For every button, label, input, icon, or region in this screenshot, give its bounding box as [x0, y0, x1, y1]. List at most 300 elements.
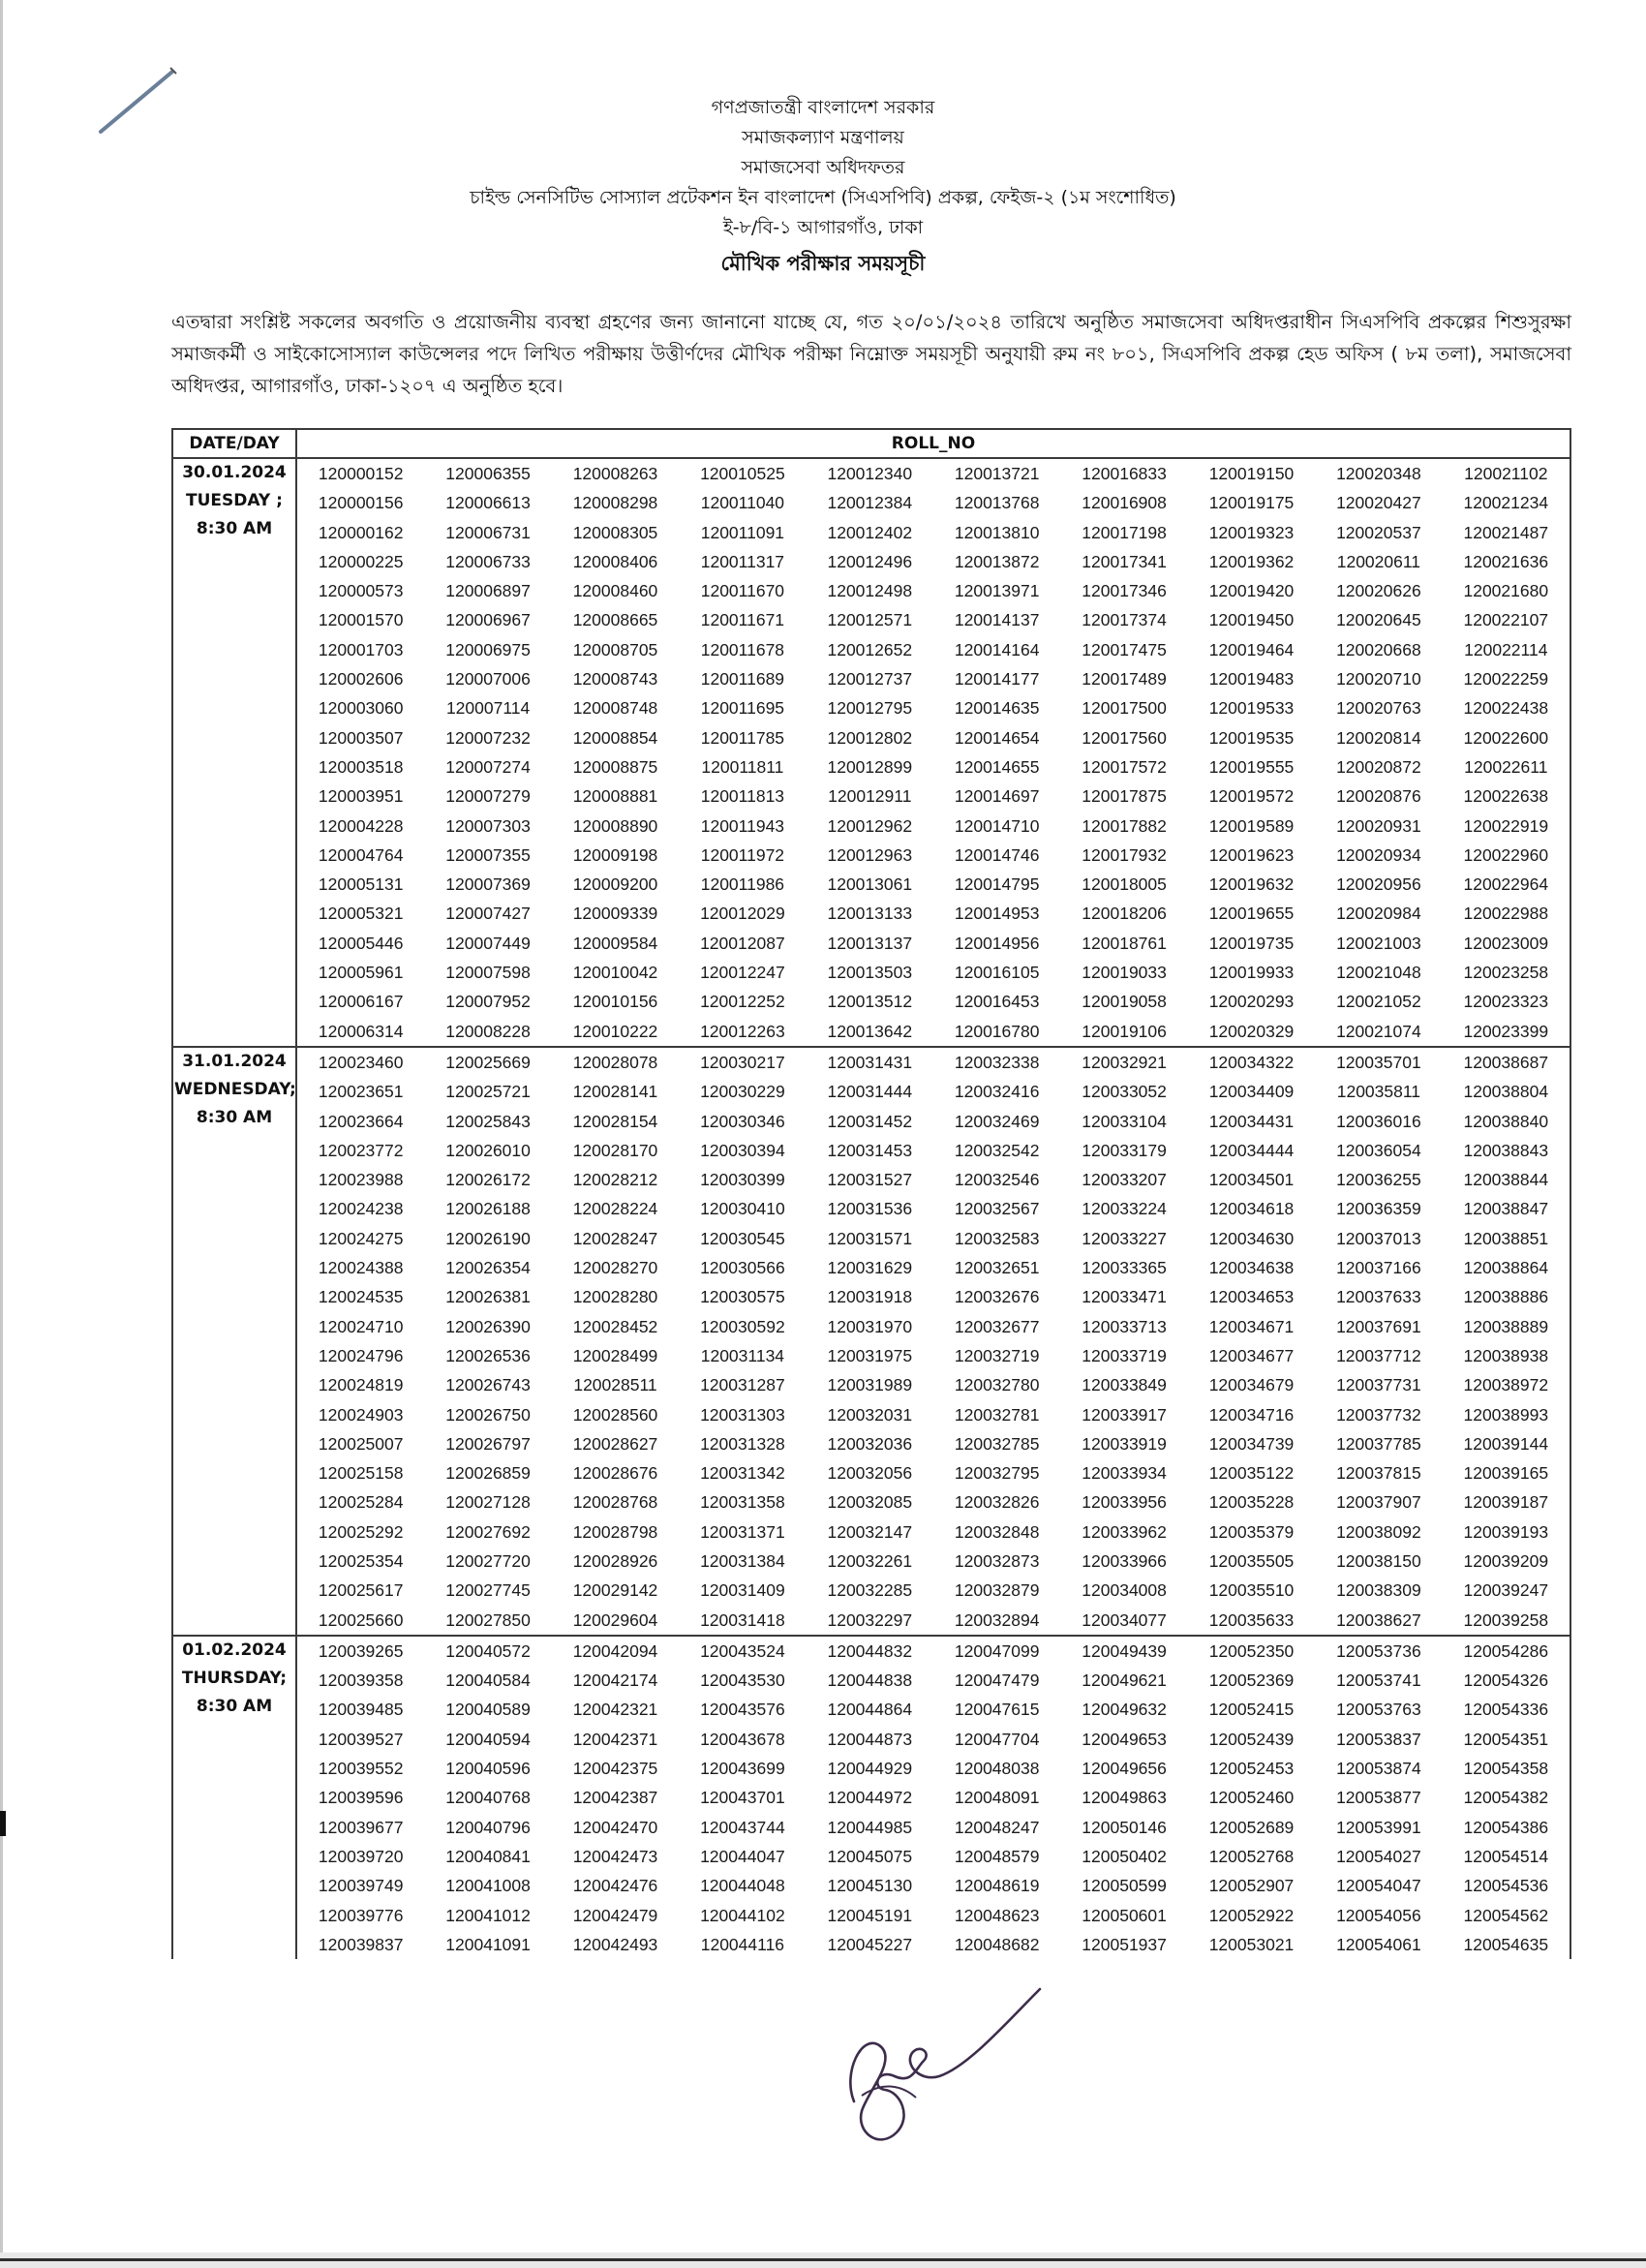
roll-number: 120039209	[1463, 1550, 1549, 1571]
roll-number: 120003518	[318, 756, 404, 777]
roll-number: 120031342	[700, 1463, 785, 1484]
roll-number: 120038938	[1463, 1345, 1549, 1365]
roll-number: 120030399	[700, 1170, 785, 1190]
roll-number: 120049439	[1082, 1640, 1167, 1661]
roll-number: 120013810	[954, 522, 1040, 542]
roll-number: 120012029	[700, 904, 785, 924]
roll-number: 120031431	[827, 1052, 913, 1072]
roll-number: 120037815	[1336, 1463, 1421, 1484]
roll-number: 120033719	[1082, 1345, 1167, 1365]
roll-number: 120040584	[445, 1670, 531, 1691]
roll-number: 120028926	[572, 1550, 658, 1571]
roll-number: 120013503	[827, 963, 913, 983]
roll-number: 120007427	[445, 904, 531, 924]
roll-number: 120025843	[445, 1111, 531, 1131]
roll-number: 120045227	[827, 1934, 913, 1954]
roll-number: 120030394	[700, 1140, 785, 1160]
roll-number: 120022919	[1463, 815, 1549, 836]
roll-number: 120048247	[954, 1817, 1040, 1837]
roll-number: 120042174	[572, 1670, 658, 1691]
roll-number: 120017882	[1082, 815, 1167, 836]
roll-number: 120011040	[700, 493, 785, 513]
roll-number: 120037731	[1336, 1375, 1421, 1395]
roll-number: 120017475	[1082, 639, 1167, 659]
roll-number: 120025721	[445, 1082, 531, 1102]
roll-number: 120019632	[1208, 874, 1295, 895]
roll-number: 120020329	[1208, 1021, 1295, 1041]
roll-number: 120039749	[318, 1876, 404, 1896]
roll-number: 120027720	[445, 1550, 531, 1571]
roll-number: 120035505	[1208, 1550, 1295, 1571]
roll-number: 120038150	[1336, 1550, 1421, 1571]
roll-number: 120054358	[1463, 1759, 1549, 1779]
roll-number: 120034671	[1208, 1316, 1295, 1336]
roll-number: 120047099	[954, 1640, 1040, 1661]
roll-number: 120053874	[1336, 1759, 1421, 1779]
roll-numbers-cell	[296, 458, 1570, 1047]
roll-numbers-cell	[296, 1636, 1570, 1959]
roll-number: 120032921	[1082, 1052, 1167, 1072]
roll-number: 120032785	[954, 1433, 1040, 1454]
roll-number: 120031358	[700, 1492, 785, 1513]
roll-number: 120012087	[700, 933, 785, 953]
roll-number: 120008881	[572, 786, 658, 807]
roll-number: 120028627	[572, 1433, 658, 1454]
roll-number: 120033207	[1082, 1170, 1167, 1190]
roll-number: 120037166	[1336, 1258, 1421, 1278]
roll-number: 120038687	[1463, 1052, 1549, 1072]
roll-number: 120054386	[1463, 1817, 1549, 1837]
roll-number: 120011689	[700, 669, 785, 690]
roll-number: 120008705	[572, 639, 658, 659]
roll-no-header: ROLL_NO	[296, 429, 1570, 458]
roll-number: 120032338	[954, 1052, 1040, 1072]
roll-number: 120008854	[572, 727, 658, 748]
roll-number: 120036016	[1336, 1111, 1421, 1131]
roll-number: 120012571	[827, 610, 913, 630]
roll-number: 120034716	[1208, 1404, 1295, 1425]
roll-number: 120019735	[1208, 933, 1295, 953]
roll-number: 120039527	[318, 1729, 404, 1749]
roll-number: 120028141	[572, 1082, 658, 1102]
roll-number: 120011986	[700, 874, 785, 895]
roll-number: 120040768	[445, 1788, 531, 1808]
roll-number: 120038843	[1463, 1140, 1549, 1160]
roll-number: 120005961	[318, 963, 404, 983]
roll-number: 120018206	[1082, 904, 1167, 924]
roll-number: 120006975	[445, 639, 531, 659]
roll-number: 120012795	[827, 698, 913, 719]
roll-number: 120033471	[1082, 1287, 1167, 1307]
roll-number: 120017489	[1082, 669, 1167, 690]
roll-number: 120019535	[1208, 727, 1295, 748]
roll-number: 120019933	[1208, 963, 1295, 983]
roll-number: 120031536	[827, 1199, 913, 1219]
roll-number: 120034630	[1208, 1228, 1295, 1248]
roll-number: 120035510	[1208, 1580, 1295, 1601]
roll-number: 120019572	[1208, 786, 1295, 807]
roll-number: 120013061	[827, 874, 913, 895]
roll-number: 120031384	[700, 1550, 785, 1571]
roll-number: 120032873	[954, 1550, 1040, 1571]
roll-number: 120011972	[700, 844, 785, 865]
roll-number: 120020427	[1336, 493, 1421, 513]
roll-number: 120017875	[1082, 786, 1167, 807]
roll-number: 120023651	[318, 1082, 404, 1102]
roll-number: 120040841	[445, 1846, 531, 1866]
roll-number: 120013872	[954, 551, 1040, 571]
roll-number: 120034679	[1208, 1375, 1295, 1395]
roll-number: 120019533	[1208, 698, 1295, 719]
roll-number: 120042473	[572, 1846, 658, 1866]
roll-number: 120008298	[572, 493, 658, 513]
roll-number: 120021636	[1463, 551, 1549, 571]
roll-number: 120049632	[1082, 1700, 1167, 1720]
roll-number: 120032297	[827, 1609, 913, 1630]
roll-number: 120006733	[445, 551, 531, 571]
roll-number: 120027128	[445, 1492, 531, 1513]
roll-number: 120013642	[827, 1021, 913, 1041]
roll-number: 120024238	[318, 1199, 404, 1219]
roll-number: 120012802	[827, 727, 913, 748]
roll-number: 120012340	[827, 464, 913, 483]
roll-number: 120020876	[1336, 786, 1421, 807]
scan-left-edge	[0, 0, 3, 2268]
roll-number: 120028452	[572, 1316, 658, 1336]
roll-number: 120020872	[1336, 756, 1421, 777]
roll-number: 120032567	[954, 1199, 1040, 1219]
roll-number: 120049863	[1082, 1788, 1167, 1808]
roll-number: 120043530	[700, 1670, 785, 1691]
roll-number: 120032542	[954, 1140, 1040, 1160]
roll-number: 120031409	[700, 1580, 785, 1601]
roll-number: 120006897	[445, 581, 531, 601]
roll-number: 120050599	[1082, 1876, 1167, 1896]
roll-number: 120045075	[827, 1846, 913, 1866]
signature	[823, 1976, 1055, 2160]
roll-number: 120000573	[318, 581, 404, 601]
exam-date: 31.01.2024	[182, 1051, 287, 1071]
roll-number: 120021680	[1463, 581, 1549, 601]
roll-number: 120020763	[1336, 698, 1421, 719]
roll-number: 120039187	[1463, 1492, 1549, 1513]
date-day-cell	[172, 1047, 296, 1636]
roll-number: 120012402	[827, 522, 913, 542]
roll-number: 120012899	[827, 756, 913, 777]
roll-number: 120041008	[445, 1876, 531, 1896]
roll-number: 120007598	[445, 963, 531, 983]
roll-number: 120033224	[1082, 1199, 1167, 1219]
roll-number: 120020348	[1336, 464, 1421, 483]
roll-number: 120040572	[445, 1640, 531, 1661]
roll-number: 120037013	[1336, 1228, 1421, 1248]
roll-number: 120011091	[700, 522, 785, 542]
roll-number: 120053837	[1336, 1729, 1421, 1749]
roll-number: 120020984	[1336, 904, 1421, 924]
roll-number: 120047479	[954, 1670, 1040, 1691]
roll-number: 120034638	[1208, 1258, 1295, 1278]
roll-number: 120038993	[1463, 1404, 1549, 1425]
roll-number: 120025158	[318, 1463, 404, 1484]
roll-number: 120033104	[1082, 1111, 1167, 1131]
exam-date: 01.02.2024	[182, 1640, 287, 1660]
roll-number: 120048038	[954, 1759, 1040, 1779]
roll-number: 120019106	[1082, 1021, 1167, 1041]
roll-number: 120011671	[700, 610, 785, 630]
roll-number: 120052415	[1208, 1700, 1295, 1720]
roll-number: 120034444	[1208, 1140, 1295, 1160]
roll-number: 120043524	[700, 1640, 785, 1661]
roll-number: 120039552	[318, 1759, 404, 1779]
roll-number: 120017346	[1082, 581, 1167, 601]
roll-number: 120023009	[1463, 933, 1549, 953]
roll-number: 120026536	[445, 1345, 531, 1365]
roll-number: 120034008	[1082, 1580, 1167, 1601]
roll-number: 120008748	[572, 698, 658, 719]
roll-number: 120007369	[445, 874, 531, 895]
roll-number: 120021234	[1463, 493, 1549, 513]
roll-number: 120022600	[1463, 727, 1549, 748]
roll-number: 120010156	[572, 992, 658, 1012]
roll-number: 120025669	[445, 1052, 531, 1072]
roll-number: 120007114	[445, 698, 531, 719]
roll-number: 120032031	[827, 1404, 913, 1425]
roll-number: 120008460	[572, 581, 658, 601]
roll-number: 120020956	[1336, 874, 1421, 895]
roll-number: 120032147	[827, 1521, 913, 1542]
roll-number: 120001570	[318, 610, 404, 630]
roll-number: 120044048	[700, 1876, 785, 1896]
roll-number: 120049621	[1082, 1670, 1167, 1691]
roll-number: 120026188	[445, 1199, 531, 1219]
roll-number: 120016833	[1082, 464, 1167, 483]
roll-number: 120029604	[572, 1609, 658, 1630]
roll-number: 120017572	[1082, 756, 1167, 777]
roll-number: 120006314	[318, 1021, 404, 1041]
roll-number: 120014710	[954, 815, 1040, 836]
roll-number: 120013512	[827, 992, 913, 1012]
roll-number: 120014177	[954, 669, 1040, 690]
roll-number: 120028511	[573, 1375, 657, 1395]
roll-number: 120008743	[572, 669, 658, 690]
roll-number: 120014953	[954, 904, 1040, 924]
roll-number: 120017560	[1082, 727, 1167, 748]
roll-number: 120009339	[572, 904, 658, 924]
roll-number: 120024275	[318, 1228, 404, 1248]
roll-number: 120037732	[1336, 1404, 1421, 1425]
roll-number: 120022611	[1464, 756, 1548, 777]
roll-number: 120012384	[827, 493, 913, 513]
roll-number: 120011317	[700, 551, 785, 571]
roll-number: 120009198	[572, 844, 658, 865]
roll-number: 120013137	[827, 933, 913, 953]
roll-number: 120042470	[572, 1817, 658, 1837]
roll-number: 120052350	[1208, 1640, 1295, 1661]
roll-number: 120028280	[572, 1287, 658, 1307]
roll-number: 120032781	[954, 1404, 1040, 1425]
roll-number: 120039144	[1463, 1433, 1549, 1454]
roll-number: 120014635	[954, 698, 1040, 719]
roll-number: 120052369	[1208, 1670, 1295, 1691]
roll-number: 120041091	[445, 1934, 531, 1954]
roll-number: 120040796	[445, 1817, 531, 1837]
exam-day: TUESDAY ;	[186, 491, 283, 510]
roll-number: 120023664	[318, 1111, 404, 1131]
roll-number: 120024388	[318, 1258, 404, 1278]
roll-number: 120019033	[1082, 963, 1167, 983]
roll-number: 120037712	[1336, 1345, 1421, 1365]
roll-number: 120039677	[318, 1817, 404, 1837]
roll-number: 120032894	[954, 1609, 1040, 1630]
roll-number: 120023399	[1463, 1021, 1549, 1041]
roll-number: 120035811	[1336, 1082, 1421, 1102]
roll-number: 120048579	[954, 1846, 1040, 1866]
roll-number: 120031975	[827, 1345, 913, 1365]
notice-paragraph: এতদ্বারা সংশ্লিষ্ট সকলের অবগতি ও প্রয়োজনীয় ব্যবস্থা গ্রহণের জন্য জানানো যাচ্ছে যে, গত ২০/০১/২০২৪ তারিখে অনুষ্ঠিত সমাজসেবা অধিদপ্তরাধীন সিএসপিবি প্রকল্পের শিশুসুরক্ষা সমাজকর্মী ও সাইকোসোস্যাল কাউন্সেলর পদে লিখিত পরীক্ষায় উত্তীর্ণদের মৌখিক পরীক্ষা নিম্নোক্ত সময়সূচী অনুযায়ী রুম নং ৮০১, সিএসপিবি প্রকল্প হেড অফিস ( ৮ম তলা), সমাজসেবা অধিদপ্তর, আগারগাঁও, ঢাকা-১২০৭ এ অনুষ্ঠিত হবে।	[171, 311, 1571, 397]
schedule-table	[171, 428, 1571, 1959]
roll-number: 120000152	[318, 464, 404, 483]
roll-number: 120026381	[445, 1287, 531, 1307]
roll-number: 120024710	[318, 1316, 404, 1336]
roll-number: 120032848	[954, 1521, 1040, 1542]
roll-number: 120017932	[1082, 844, 1167, 865]
roll-number: 120023460	[318, 1052, 404, 1072]
roll-number: 120044985	[827, 1817, 913, 1837]
roll-number: 120028170	[572, 1140, 658, 1160]
roll-number: 120044873	[827, 1729, 913, 1749]
roll-number: 120035122	[1208, 1463, 1295, 1484]
roll-number: 120021052	[1336, 992, 1421, 1012]
roll-number: 120011695	[700, 698, 785, 719]
roll-number: 120032677	[954, 1316, 1040, 1336]
roll-number: 120028560	[572, 1404, 658, 1425]
roll-number: 120000162	[318, 522, 404, 542]
roll-number: 120049656	[1082, 1759, 1167, 1779]
header-line-department: সমাজসেবা অধিদফতর	[741, 157, 905, 178]
roll-number: 120023258	[1463, 963, 1549, 983]
roll-number: 120053741	[1336, 1670, 1421, 1691]
roll-number: 120050146	[1082, 1817, 1167, 1837]
roll-number: 120020934	[1336, 844, 1421, 865]
roll-number: 120031918	[827, 1287, 913, 1307]
roll-number: 120044832	[827, 1640, 913, 1661]
roll-number: 120002606	[318, 669, 404, 690]
roll-number: 120014164	[954, 639, 1040, 659]
roll-number: 120024903	[318, 1404, 404, 1425]
roll-number: 120012263	[700, 1021, 785, 1041]
roll-number: 120053763	[1336, 1700, 1421, 1720]
roll-number: 120022107	[1463, 610, 1549, 630]
roll-number: 120006167	[318, 992, 404, 1012]
roll-number: 120030545	[700, 1228, 785, 1248]
roll-number: 120008890	[572, 815, 658, 836]
roll-number: 120019623	[1208, 844, 1295, 865]
roll-number: 120036255	[1336, 1170, 1421, 1190]
roll-number: 120026010	[445, 1140, 531, 1160]
roll-number: 120020931	[1336, 815, 1421, 836]
roll-number: 120032879	[954, 1580, 1040, 1601]
roll-number: 120022964	[1463, 874, 1549, 895]
roll-number: 120054514	[1463, 1846, 1549, 1866]
roll-number: 120032676	[954, 1287, 1040, 1307]
roll-number: 120041012	[445, 1905, 531, 1925]
roll-number: 120014697	[954, 786, 1040, 807]
table-header-row	[172, 429, 1570, 458]
roll-number: 120044864	[827, 1700, 913, 1720]
roll-number: 120042371	[572, 1729, 658, 1749]
roll-number: 120028247	[572, 1228, 658, 1248]
roll-number: 120036359	[1336, 1199, 1421, 1219]
roll-number: 120007303	[445, 815, 531, 836]
roll-number: 120030592	[700, 1316, 785, 1336]
roll-number: 120044102	[700, 1905, 785, 1925]
roll-number: 120031134	[700, 1345, 785, 1365]
roll-number: 120045191	[827, 1905, 913, 1925]
roll-number: 120052768	[1208, 1846, 1295, 1866]
roll-number: 120030575	[700, 1287, 785, 1307]
roll-number: 120043576	[700, 1700, 785, 1720]
roll-number: 120006355	[445, 464, 531, 483]
roll-number: 120035228	[1208, 1492, 1295, 1513]
roll-number: 120025660	[318, 1609, 404, 1630]
roll-number: 120054336	[1463, 1700, 1549, 1720]
roll-number: 120013971	[954, 581, 1040, 601]
roll-number: 120026354	[445, 1258, 531, 1278]
roll-number: 120054286	[1463, 1640, 1549, 1661]
header-line-ministry: সমাজকল্যাণ মন্ত্রণালয়	[742, 127, 904, 148]
roll-number: 120033179	[1082, 1140, 1167, 1160]
roll-number: 120050402	[1082, 1846, 1167, 1866]
roll-number: 120054061	[1336, 1934, 1421, 1954]
roll-number: 120032651	[954, 1258, 1040, 1278]
roll-number: 120054382	[1463, 1788, 1549, 1808]
roll-number: 120030566	[700, 1258, 785, 1278]
roll-number: 120003507	[318, 727, 404, 748]
roll-number: 120019175	[1208, 493, 1295, 513]
roll-number: 120037691	[1336, 1316, 1421, 1336]
roll-number: 120031989	[827, 1375, 913, 1395]
roll-number: 120012911	[828, 786, 912, 807]
roll-number: 120026190	[445, 1228, 531, 1248]
roll-number: 120014795	[954, 874, 1040, 895]
roll-number: 120026859	[445, 1463, 531, 1484]
roll-number: 120012652	[827, 639, 913, 659]
roll-number: 120045130	[827, 1876, 913, 1896]
roll-number: 120049653	[1082, 1729, 1167, 1749]
roll-number: 120000225	[318, 551, 404, 571]
roll-number: 120031444	[827, 1082, 913, 1102]
roll-number: 120019058	[1082, 992, 1167, 1012]
roll-number: 120028270	[572, 1258, 658, 1278]
roll-number: 120047615	[954, 1700, 1040, 1720]
roll-number: 120016453	[954, 992, 1040, 1012]
roll-number: 120026390	[445, 1316, 531, 1336]
roll-number: 120031970	[827, 1316, 913, 1336]
roll-number: 120036054	[1336, 1140, 1421, 1160]
roll-number: 120019362	[1208, 551, 1295, 571]
roll-number: 120019655	[1208, 904, 1295, 924]
roll-number: 120022988	[1463, 904, 1549, 924]
roll-numbers-cell	[296, 1047, 1570, 1636]
roll-number: 120024535	[318, 1287, 404, 1307]
roll-number: 120021102	[1464, 464, 1548, 483]
roll-number: 120042094	[572, 1640, 658, 1661]
roll-number: 120038627	[1336, 1609, 1421, 1630]
roll-number: 120038840	[1463, 1111, 1549, 1131]
roll-number: 120001703	[318, 639, 404, 659]
roll-number: 120035633	[1208, 1609, 1295, 1630]
roll-number: 120052453	[1208, 1759, 1295, 1779]
